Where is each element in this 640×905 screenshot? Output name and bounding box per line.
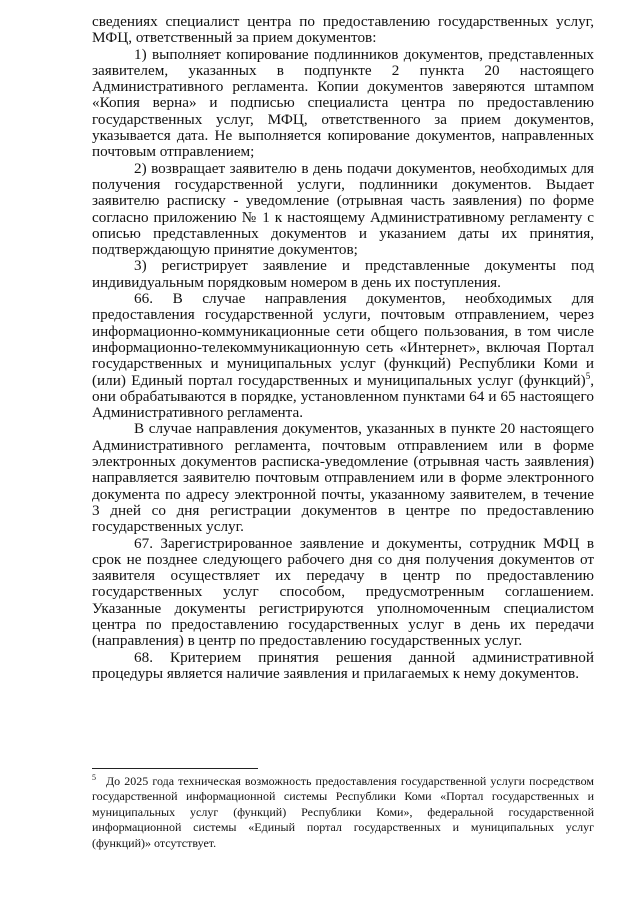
document-body <box>92 14 594 682</box>
paragraph-68: 68. Критерием принятия решения данной административной процедуры является наличие заявления и прилагаемых к нему документов. <box>92 648 594 682</box>
paragraph-66-text: 66. В случае направления документов, необходимых для предоставления государственной услуги, почтовым отправлением, через информационно-коммуникационные сети общего пользования, в том числе информационно-телекоммуникационную сеть «Интернет», включая Портал государственных и муниципальных услуг (функций) Республики Коми и (или) Единый портал государственных и муниципальных услуг (функций) <box>92 290 594 389</box>
footnote-marker: 5 <box>92 773 96 782</box>
paragraph-item-1: 1) выполняет копирование подлинников документов, представленных заявителем, указанных в подпункте 2 пункта 20 настоящего Административного регламента. Копии документов заверяются штампом «Копия верна» и подписью специалиста центра по предоставлению государственных услуг, МФЦ, ответственного за прием документов, указывается дата. Не выполняется копирование документов, направленных почтовым отправлением; <box>92 45 594 161</box>
paragraph-item-2: 2) возвращает заявителю в день подачи документов, необходимых для получения государственной услуги, подлинники документов. Выдает заявителю расписку - уведомление (отрывная часть заявления) по форме согласно приложению № 1 к настоящему Административному регламенту с описью представленных документов и указанием даты их принятия, подтверждающую принятие документов; <box>92 159 594 259</box>
paragraph-intro: сведениях специалист центра по предоставлению государственных услуг, МФЦ, ответственный за прием документов: <box>92 13 594 47</box>
paragraph-66-tail: , они обрабатываются в порядке, установленном пунктами 64 и 65 настоящего Административного регламента. <box>92 371 594 422</box>
footnote-text: До 2025 года техническая возможность предоставления государственной услуги посредством государственной информационной системы Республики Коми «Портал государственных и муниципальных услуг (функций) Республики Коми», федеральной государственной информационной системы «Единый портал государственных и муниципальных услуг (функций)» отсутствует. <box>92 774 594 850</box>
paragraph-item-3: 3) регистрирует заявление и представленные документы под индивидуальным порядковым номером в день их поступления. <box>92 257 594 291</box>
paragraph-67: 67. Зарегистрированное заявление и документы, сотрудник МФЦ в срок не позднее следующего рабочего дня со дня получения документов от заявителя осуществляет их передачу в центр по предоставлению государственных услуг способом, предусмотренным соглашением. Указанные документы регистрируются уполномоченным специалистом центра по предоставлению государственных услуг в день их передачи (направления) в центр по предоставлению государственных услуг. <box>92 534 594 650</box>
footnote-reference: 5 <box>585 370 591 381</box>
paragraph-66 <box>92 291 594 421</box>
footnote <box>92 774 594 851</box>
footnote-separator <box>92 768 258 769</box>
paragraph-66-continued: В случае направления документов, указанных в пункте 20 настоящего Административного регламента, почтовым отправлением или в форме электронных документов расписка-уведомление (отрывная часть заявления) направляется заявителю почтовым отправлением или в форме электронного документа по адресу электронной почты, указанному заявителем, в течение 3 дней со дня регистрации документов в центре по предоставлению государственных услуг. <box>92 420 594 536</box>
